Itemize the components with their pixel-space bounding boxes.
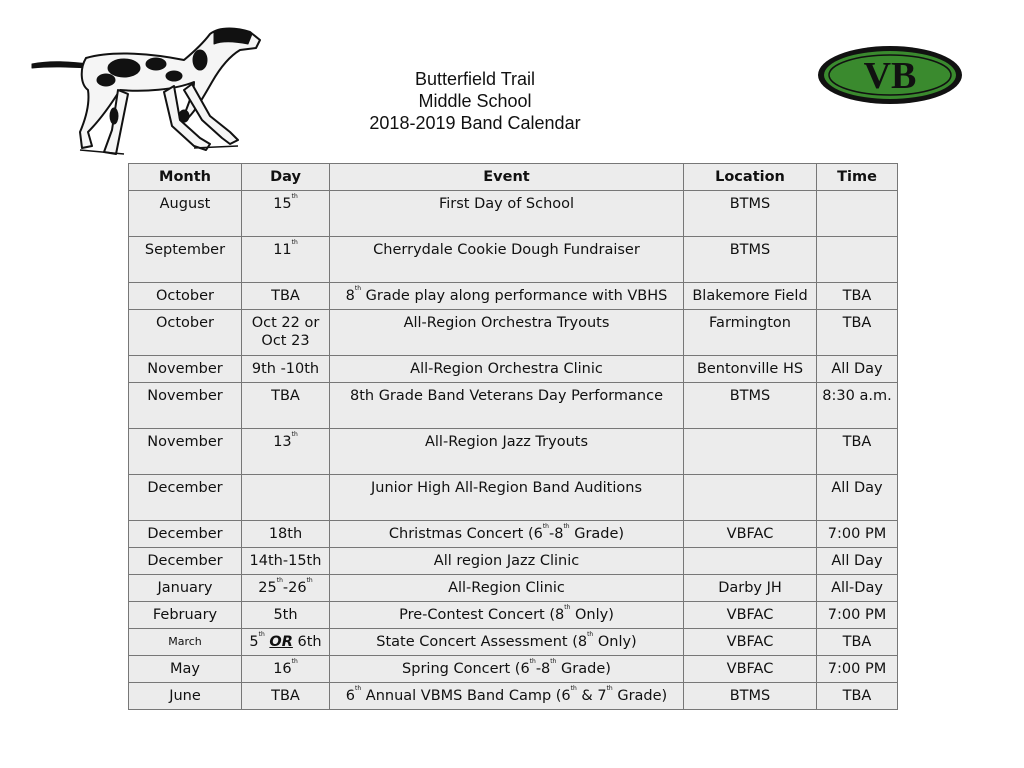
day-number: 11: [273, 242, 292, 258]
day-number: 16: [273, 661, 292, 677]
cell-location: BTMS: [684, 683, 817, 710]
cell-time: All-Day: [817, 575, 898, 602]
vb-logo-icon: [816, 44, 964, 106]
cell-location: [684, 548, 817, 575]
ordinal-suffix: th: [529, 658, 536, 665]
cell-day: Oct 22 or Oct 23: [242, 310, 330, 356]
svg-text:VB: VB: [863, 55, 917, 97]
table-row: [129, 191, 898, 237]
event-text: Grade): [569, 526, 625, 542]
cell-day: [242, 575, 330, 602]
table-row: [129, 356, 898, 383]
cell-location: BTMS: [684, 237, 817, 283]
title-line-calendar: 2018-2019 Band Calendar: [369, 113, 581, 133]
cell-month: June: [129, 683, 242, 710]
cell-day: TBA: [242, 683, 330, 710]
cell-day: 14th-15th: [242, 548, 330, 575]
page-title: [330, 68, 620, 134]
event-text: 6: [345, 688, 356, 704]
cell-location: BTMS: [684, 191, 817, 237]
day-suffix: th: [291, 431, 298, 438]
cell-location: Blakemore Field: [684, 283, 817, 310]
ordinal-suffix: th: [570, 685, 577, 692]
header-day: Day: [242, 164, 330, 191]
cell-day: TBA: [242, 383, 330, 429]
ordinal-suffix: th: [563, 523, 570, 530]
cell-month: December: [129, 521, 242, 548]
cell-location: [684, 475, 817, 521]
cell-event: First Day of School: [330, 191, 684, 237]
dog-mascot-icon: [24, 20, 264, 165]
cell-day: 18th: [242, 521, 330, 548]
table-row: [129, 429, 898, 475]
cell-month: August: [129, 191, 242, 237]
cell-location: Darby JH: [684, 575, 817, 602]
table-row: [129, 521, 898, 548]
table-row: [129, 656, 898, 683]
cell-event: All-Region Jazz Tryouts: [330, 429, 684, 475]
cell-time: All Day: [817, 548, 898, 575]
event-text: -8: [535, 661, 551, 677]
cell-day: [242, 656, 330, 683]
table-row: [129, 602, 898, 629]
day-number: 6th: [297, 634, 322, 650]
cell-event: All-Region Orchestra Tryouts: [330, 310, 684, 356]
day-suffix: th: [291, 658, 298, 665]
cell-time: All Day: [817, 356, 898, 383]
day-number: 5: [249, 634, 259, 650]
event-text: Only): [570, 607, 614, 623]
cell-day: [242, 237, 330, 283]
cell-time: 8:30 a.m.: [817, 383, 898, 429]
cell-day: [242, 191, 330, 237]
cell-month: January: [129, 575, 242, 602]
cell-day: 9th -10th: [242, 356, 330, 383]
cell-location: VBFAC: [684, 629, 817, 656]
header-time: Time: [817, 164, 898, 191]
cell-day: [242, 629, 330, 656]
event-text: 8: [345, 288, 355, 304]
cell-month: October: [129, 310, 242, 356]
cell-time: TBA: [817, 283, 898, 310]
event-text: Only): [593, 634, 637, 650]
cell-event: All-Region Orchestra Clinic: [330, 356, 684, 383]
cell-time: 7:00 PM: [817, 602, 898, 629]
cell-month: December: [129, 548, 242, 575]
title-line-school-type: Middle School: [418, 91, 532, 111]
cell-day: [242, 429, 330, 475]
cell-time: 7:00 PM: [817, 521, 898, 548]
event-text: Christmas Concert (6: [388, 526, 543, 542]
day-number: 25: [258, 580, 277, 596]
table-row: [129, 475, 898, 521]
table-row: [129, 237, 898, 283]
table-row: [129, 548, 898, 575]
cell-month: November: [129, 356, 242, 383]
cell-time: [817, 191, 898, 237]
cell-event: 8th Grade Band Veterans Day Performance: [330, 383, 684, 429]
cell-event: [330, 283, 684, 310]
cell-time: TBA: [817, 683, 898, 710]
cell-location: [684, 429, 817, 475]
ordinal-suffix: th: [542, 523, 549, 530]
cell-month: May: [129, 656, 242, 683]
event-text: Annual VBMS Band Camp (6: [361, 688, 571, 704]
cell-time: TBA: [817, 429, 898, 475]
cell-month: December: [129, 475, 242, 521]
cell-month: November: [129, 429, 242, 475]
day-number: 13: [273, 434, 292, 450]
cell-time: TBA: [817, 310, 898, 356]
cell-time: TBA: [817, 629, 898, 656]
header-month: Month: [129, 164, 242, 191]
table-row: [129, 629, 898, 656]
cell-event: [330, 683, 684, 710]
event-text: & 7: [576, 688, 607, 704]
cell-month: October: [129, 283, 242, 310]
cell-location: BTMS: [684, 383, 817, 429]
cell-month: November: [129, 383, 242, 429]
cell-location: Farmington: [684, 310, 817, 356]
cell-time: All Day: [817, 475, 898, 521]
cell-event: All-Region Clinic: [330, 575, 684, 602]
ordinal-suffix: th: [587, 631, 594, 638]
event-text: -8: [548, 526, 564, 542]
band-calendar-table: [128, 163, 898, 710]
event-text: Spring Concert (6: [402, 661, 530, 677]
day-suffix: th: [276, 577, 283, 584]
cell-event: Cherrydale Cookie Dough Fundraiser: [330, 237, 684, 283]
table-row: [129, 283, 898, 310]
cell-location: VBFAC: [684, 521, 817, 548]
table-row: [129, 310, 898, 356]
table-row: [129, 683, 898, 710]
ordinal-suffix: th: [550, 658, 557, 665]
cell-day: 5th: [242, 602, 330, 629]
table-row: [129, 575, 898, 602]
title-line-school-name: Butterfield Trail: [414, 69, 536, 89]
ordinal-suffix: th: [606, 685, 613, 692]
cell-event: [330, 629, 684, 656]
ordinal-suffix: th: [564, 604, 571, 611]
cell-time: 7:00 PM: [817, 656, 898, 683]
header-event: Event: [330, 164, 684, 191]
cell-month: February: [129, 602, 242, 629]
cell-location: VBFAC: [684, 602, 817, 629]
cell-event: All region Jazz Clinic: [330, 548, 684, 575]
cell-day: [242, 475, 330, 521]
cell-location: Bentonville HS: [684, 356, 817, 383]
cell-event: [330, 602, 684, 629]
table-header-row: [129, 164, 898, 191]
day-or-emphasis: OR: [269, 634, 293, 650]
header-location: Location: [684, 164, 817, 191]
event-text: Grade play along performance with VBHS: [361, 288, 668, 304]
day-suffix: th: [306, 577, 313, 584]
cell-location: VBFAC: [684, 656, 817, 683]
day-suffix: th: [258, 631, 265, 638]
day-number: 15: [273, 196, 292, 212]
event-text: Grade): [612, 688, 668, 704]
cell-day: TBA: [242, 283, 330, 310]
cell-event: [330, 521, 684, 548]
cell-event: [330, 656, 684, 683]
day-suffix: th: [291, 239, 298, 246]
cell-time: [817, 237, 898, 283]
table-row: [129, 383, 898, 429]
ordinal-suffix: th: [354, 285, 362, 292]
day-suffix: th: [291, 193, 298, 200]
ordinal-suffix: th: [355, 685, 362, 692]
cell-month: March: [129, 629, 242, 656]
day-number: -26: [282, 580, 307, 596]
event-text: Grade): [556, 661, 611, 677]
cell-month: September: [129, 237, 242, 283]
event-text: State Concert Assessment (8: [376, 634, 588, 650]
cell-event: Junior High All-Region Band Auditions: [330, 475, 684, 521]
event-text: Pre-Contest Concert (8: [399, 607, 565, 623]
